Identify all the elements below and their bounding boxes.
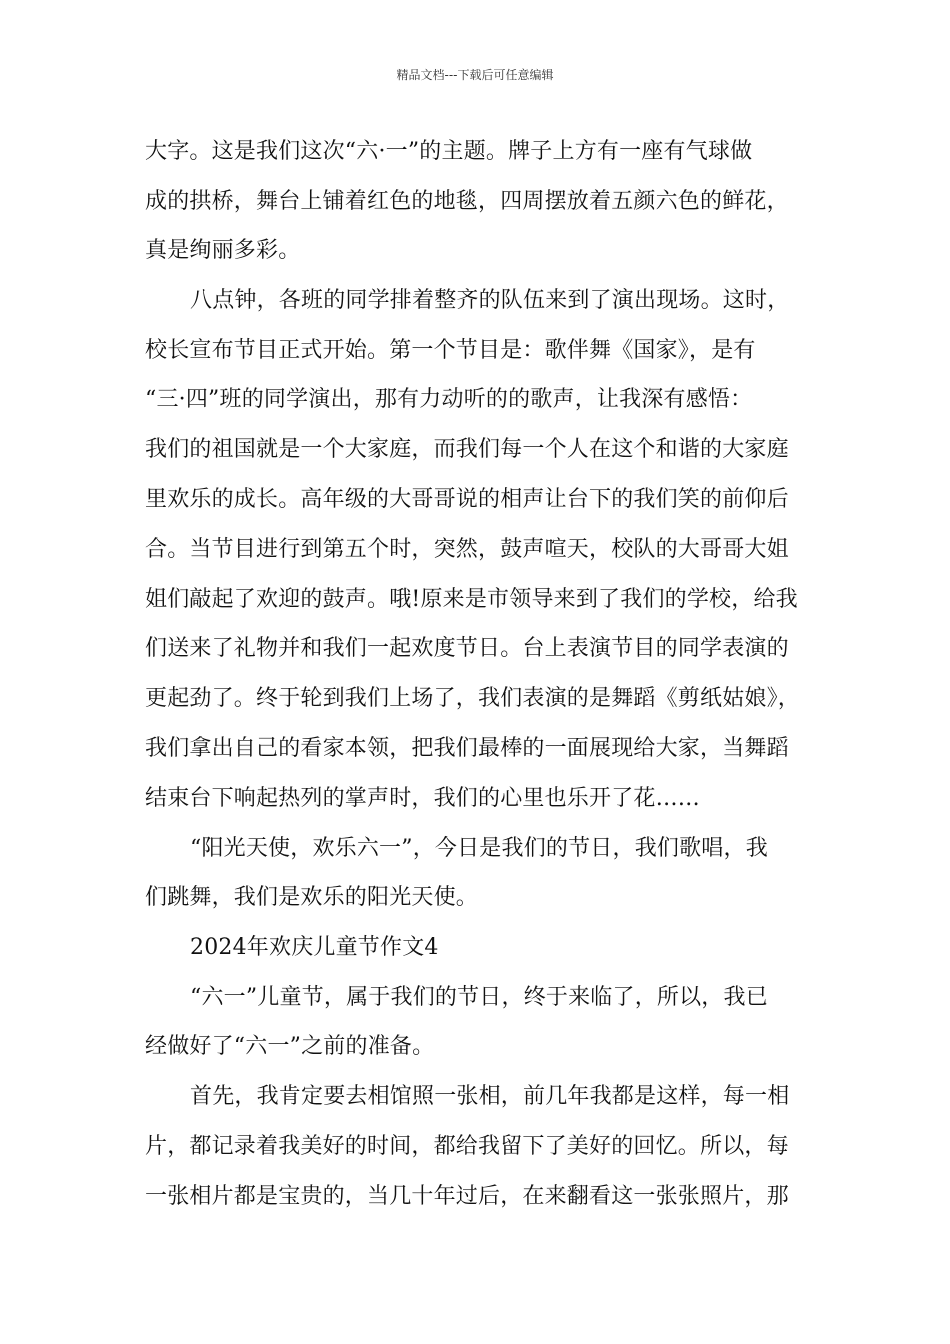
text-line: 我们拿出自己的看家本领，把我们最棒的一面展现给大家，当舞蹈	[145, 736, 789, 761]
text-line: “六一”儿童节，属于我们的节日，终于来临了，所以，我已	[190, 985, 768, 1010]
text-line: “三·四”班的同学演出，那有力动听的的歌声，让我深有感悟：	[145, 387, 753, 412]
text-line: “阳光天使，欢乐六一”，今日是我们的节日，我们歌唱，我	[190, 836, 768, 861]
text-line: 合。当节目进行到第五个时，突然，鼓声喧天，校队的大哥哥大姐	[145, 537, 789, 562]
section-heading: 2024年欢庆儿童节作文4	[190, 935, 439, 960]
page-header: 精品文档---下载后可任意编辑	[396, 68, 554, 82]
text-line: 校长宣布节目正式开始。第一个节目是：歌伴舞《国家》，是有	[145, 338, 756, 363]
text-line: 我们的祖国就是一个大家庭，而我们每一个人在这个和谐的大家庭	[145, 437, 789, 462]
text-line: 首先，我肯定要去相馆照一张相，前几年我都是这样，每一相	[190, 1084, 790, 1109]
text-line: 更起劲了。终于轮到我们上场了，我们表演的是舞蹈《剪纸姑娘》，	[145, 686, 801, 711]
text-line: 一张相片都是宝贵的，当几十年过后，在来翻看这一张张照片，那	[145, 1184, 789, 1209]
text-line: 们送来了礼物并和我们一起欢度节日。台上表演节目的同学表演的	[145, 636, 789, 661]
text-line: 大字。这是我们这次“六·一”的主题。牌子上方有一座有气球做	[145, 139, 753, 164]
text-line: 们跳舞，我们是欢乐的阳光天使。	[145, 885, 479, 910]
text-line: 片，都记录着我美好的时间，都给我留下了美好的回忆。所以，每	[145, 1134, 789, 1159]
text-line: 真是绚丽多彩。	[145, 238, 301, 263]
text-line: 经做好了“六一”之前的准备。	[145, 1034, 435, 1059]
text-line: 八点钟，各班的同学排着整齐的队伍来到了演出现场。这时，	[190, 288, 790, 313]
text-line: 成的拱桥，舞台上铺着红色的地毯，四周摆放着五颜六色的鲜花，	[145, 189, 789, 214]
text-line: 姐们敲起了欢迎的鼓声。哦!原来是市领导来到了我们的学校，给我	[145, 587, 798, 612]
text-line: 里欢乐的成长。高年级的大哥哥说的相声让台下的我们笑的前仰后	[145, 487, 789, 512]
text-line: 结束台下响起热列的掌声时，我们的心里也乐开了花……	[145, 786, 701, 811]
